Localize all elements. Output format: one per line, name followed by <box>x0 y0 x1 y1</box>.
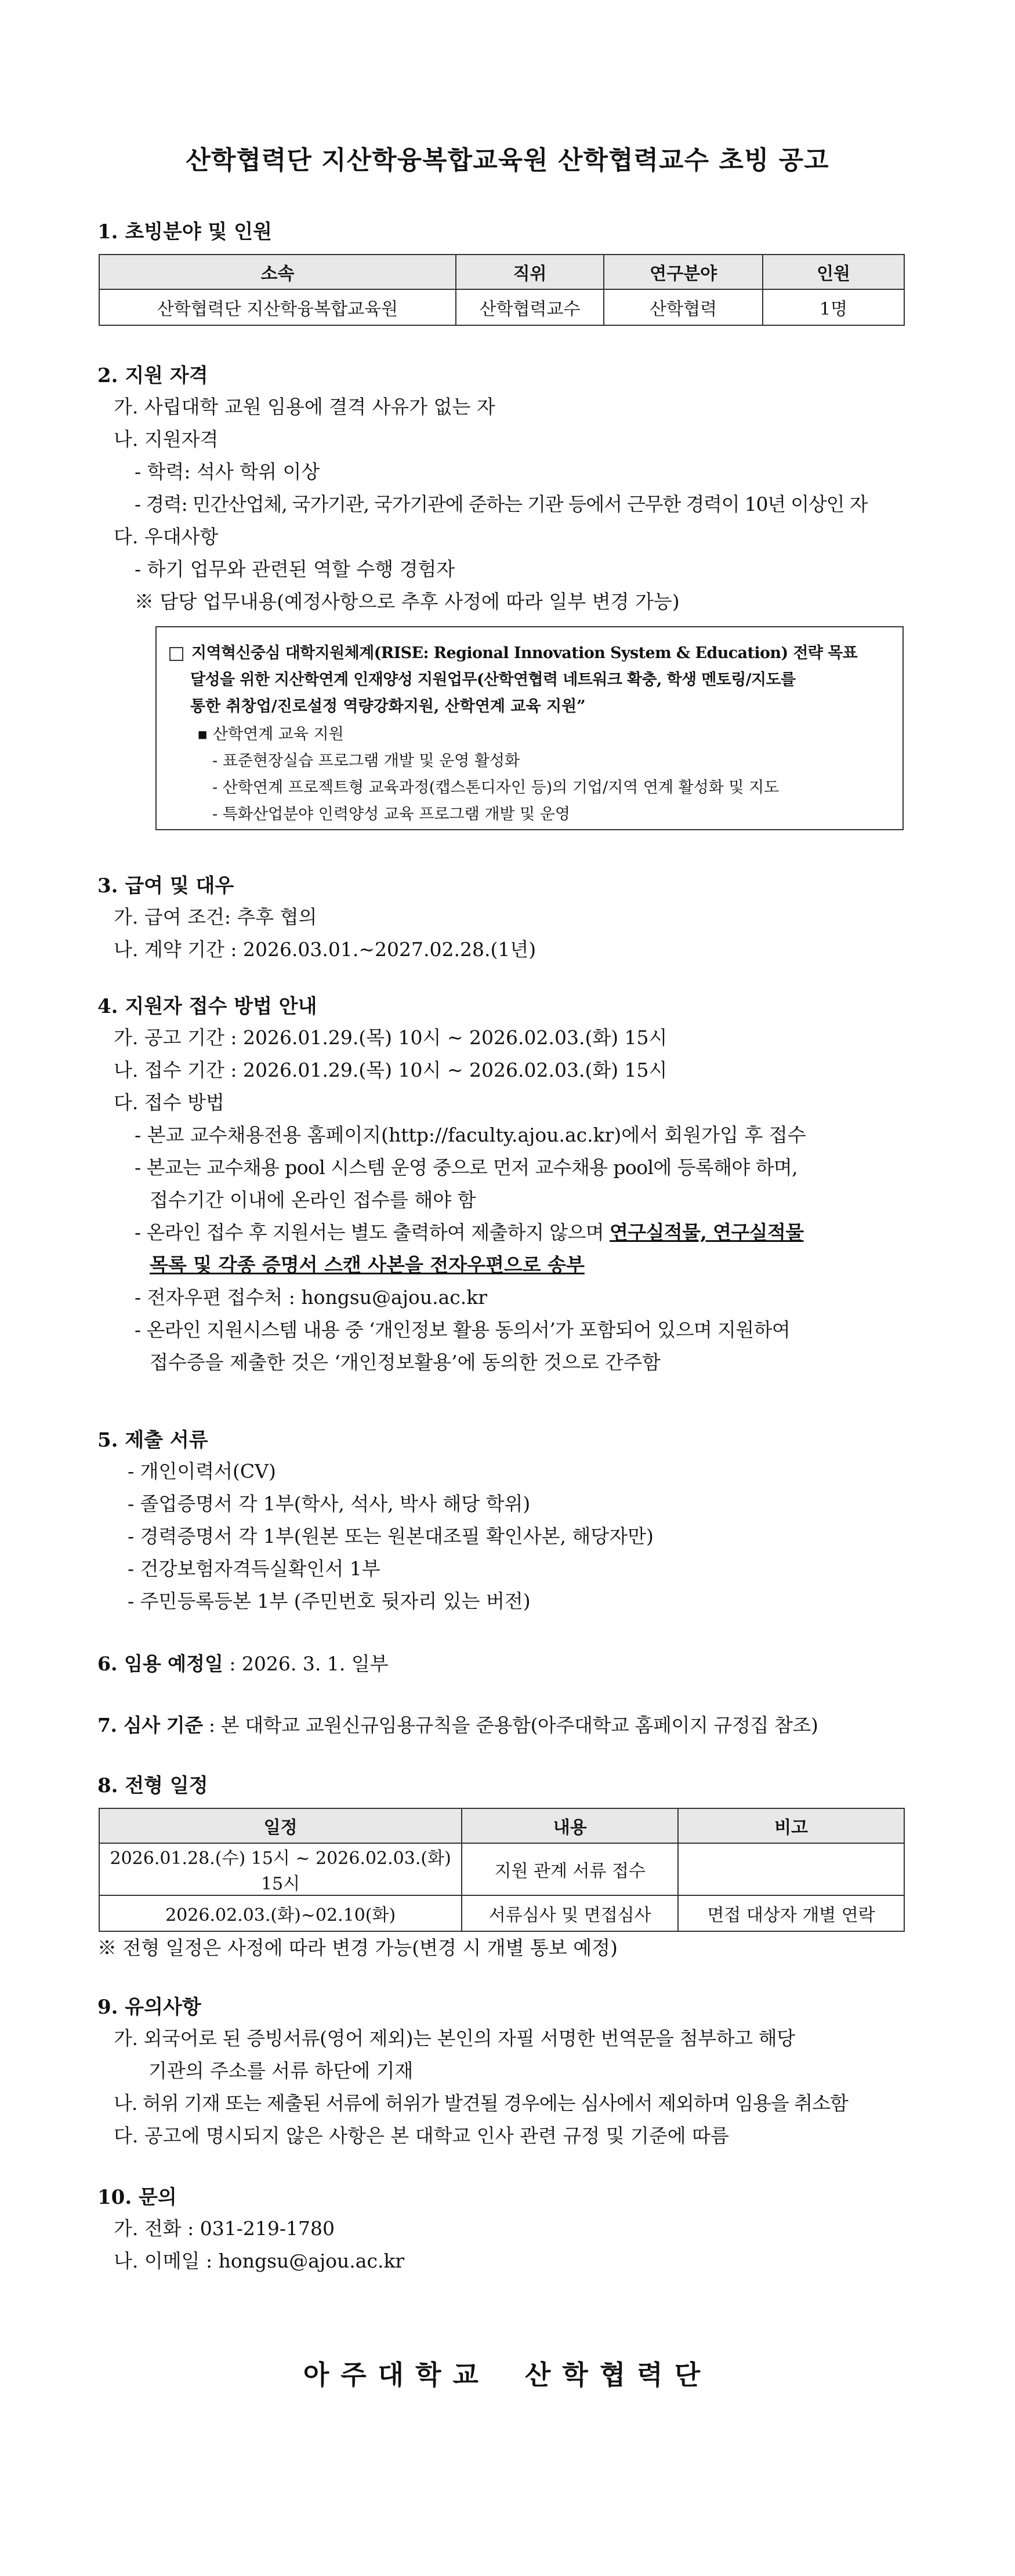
method-item: - 본교 교수채용전용 홈페이지(http://faculty.ajou.ac.kr)에서 회원가입 후 접수 <box>135 1124 806 1146</box>
section-4-heading: 4. 지원자 접수 방법 안내 <box>97 995 317 1018</box>
table-cell: 2026.02.03.(화)~02.10(화) <box>99 1895 462 1931</box>
method-item-cont <box>150 1250 585 1277</box>
qualification-career: - 경력: 민간산업체, 국가기관, 국가기관에 준하는 기관 등에서 근무한 경력이 10년 이상인 자 <box>135 493 868 515</box>
table-cell: 서류심사 및 면접심사 <box>462 1895 678 1931</box>
table-cell: 산학협력교수 <box>456 289 604 325</box>
section-8-heading: 8. 전형 일정 <box>97 1774 208 1797</box>
table-cell: 산학협력 <box>604 289 763 325</box>
appointment-date: 6. 임용 예정일 : 2026. 3. 1. 일부 <box>97 1652 389 1675</box>
table-row <box>99 289 904 325</box>
qualification-education: - 학력: 석사 학위 이상 <box>135 460 320 483</box>
table-cell: 면접 대상자 개별 연락 <box>678 1895 904 1931</box>
issuer-word: 산학협력단 <box>525 2359 712 2390</box>
table-row <box>99 1895 904 1931</box>
duty-note: ※ 담당 업무내용(예정사항으로 추후 사정에 따라 일부 변경 가능) <box>135 590 680 613</box>
caution-c: 다. 공고에 명시되지 않은 사항은 본 대학교 인사 관련 규정 및 기준에 따름 <box>114 2124 729 2147</box>
section-9-heading: 9. 유의사항 <box>97 1996 201 2019</box>
document-item: - 개인이력서(CV) <box>128 1460 276 1483</box>
duty-line-3: 통한 취창업/진로설정 역량강화지원, 산학연계 교육 지원” <box>190 697 586 715</box>
table-header: 일정 <box>99 1808 462 1843</box>
method-item: - 본교는 교수채용 pool 시스템 운영 중으로 먼저 교수채용 pool에 등록해야 하며, <box>135 1156 798 1179</box>
notice-period: 가. 공고 기간 : 2026.01.29.(목) 10시 ~ 2026.02.03.(화) 15시 <box>114 1026 668 1049</box>
table-header: 직위 <box>456 255 604 289</box>
contact-email: 나. 이메일 : hongsu@ajou.ac.kr <box>114 2250 405 2272</box>
table-header: 비고 <box>678 1808 904 1843</box>
salary-condition: 가. 급여 조건: 추후 협의 <box>114 906 317 928</box>
table-header: 인원 <box>763 255 904 289</box>
contact-phone: 가. 전화 : 031-219-1780 <box>114 2217 335 2240</box>
application-period: 나. 접수 기간 : 2026.01.29.(목) 10시 ~ 2026.02.03.(화) 15시 <box>114 1059 668 1081</box>
issuer-word: 아주대학교 <box>303 2359 490 2390</box>
duty-bullet: ▪ 산학연계 교육 지원 <box>197 725 344 743</box>
caution-a: 가. 외국어로 된 증빙서류(영어 제외)는 본인의 자필 서명한 번역문을 첨부하고 해당 <box>114 2027 795 2050</box>
contract-period: 나. 계약 기간 : 2026.03.01.~2027.02.28.(1년) <box>114 938 536 961</box>
recruitment-table <box>99 254 905 326</box>
duty-line-2: 달성을 위한 지산학연계 인재양성 지원업무(산학연협력 네트워크 확충, 학생 멘토링/지도를 <box>190 671 796 689</box>
table-header: 내용 <box>462 1808 678 1843</box>
method-item-cont: 접수증을 제출한 것은 ‘개인정보활용’에 동의한 것으로 간주함 <box>150 1351 661 1374</box>
document-item: - 건강보험자격득실확인서 1부 <box>128 1557 380 1580</box>
qualification-b: 나. 지원자격 <box>114 428 219 450</box>
document-item: - 졸업증명서 각 1부(학사, 석사, 박사 해당 학위) <box>128 1492 531 1515</box>
section-2-heading: 2. 지원 자격 <box>97 364 208 387</box>
emphasis-text: 목록 및 각종 증명서 스캔 사본을 전자우편으로 송부 <box>150 1254 585 1276</box>
method-item-cont: 접수기간 이내에 온라인 접수를 해야 함 <box>150 1189 476 1211</box>
caution-b: 나. 허위 기재 또는 제출된 서류에 허위가 발견될 경우에는 심사에서 제외하며 임용을 취소함 <box>114 2092 848 2114</box>
table-header: 소속 <box>99 255 456 289</box>
table-cell: 1명 <box>763 289 904 325</box>
method-item: - 온라인 지원시스템 내용 중 ‘개인정보 활용 동의서’가 포함되어 있으며 지원하여 <box>135 1318 791 1341</box>
document-item: - 경력증명서 각 1부(원본 또는 원본대조필 확인사본, 해당자만) <box>128 1525 654 1547</box>
duty-description-box <box>155 626 904 830</box>
duty-sub-item: - 산학연계 프로젝트형 교육과정(캡스톤디자인 등)의 기업/지역 연계 활성화 및 지도 <box>212 779 780 797</box>
duty-line-1: 지역혁신중심 대학지원체계(RISE: Regional Innovation System & Education) 전략 목표 <box>169 640 857 663</box>
application-method-heading: 다. 접수 방법 <box>114 1091 224 1114</box>
checkbox-icon <box>169 647 183 661</box>
section-5-heading: 5. 제출 서류 <box>97 1429 208 1452</box>
method-item: - 온라인 접수 후 지원서는 별도 출력하여 제출하지 않으며 연구실적물, 연구실적물 <box>135 1221 804 1244</box>
section-1-heading: 1. 초빙분야 및 인원 <box>97 220 272 244</box>
section-10-heading: 10. 문의 <box>97 2186 177 2209</box>
caution-a-cont: 기관의 주소를 서류 하단에 기재 <box>148 2059 414 2082</box>
section-3-heading: 3. 급여 및 대우 <box>97 874 234 898</box>
schedule-note: ※ 전형 일정은 사정에 따라 변경 가능(변경 시 개별 통보 예정) <box>97 1936 618 1959</box>
preference-heading: 다. 우대사항 <box>114 525 219 548</box>
schedule-table <box>99 1808 905 1932</box>
issuer-signature <box>0 2354 1015 2392</box>
duty-sub-item: - 표준현장실습 프로그램 개발 및 운영 활성화 <box>212 752 520 770</box>
table-cell: 산학협력단 지산학융복합교육원 <box>99 289 456 325</box>
table-cell: 2026.01.28.(수) 15시 ~ 2026.02.03.(화) 15시 <box>99 1843 462 1895</box>
table-cell: 지원 관계 서류 접수 <box>462 1843 678 1895</box>
screening-criteria: 7. 심사 기준 : 본 대학교 교원신규임용규칙을 준용함(아주대학교 홈페이지 규정집 참조) <box>97 1714 818 1736</box>
qualification-a: 가. 사립대학 교원 임용에 결격 사유가 없는 자 <box>114 395 495 418</box>
table-row <box>99 1843 904 1895</box>
emphasis-text: 연구실적물, 연구실적물 <box>609 1221 804 1244</box>
method-item: - 전자우편 접수처 : hongsu@ajou.ac.kr <box>135 1286 487 1309</box>
table-cell <box>678 1843 904 1895</box>
page-title: 산학협력단 지산학융복합교육원 산학협력교수 초빙 공고 <box>186 146 829 175</box>
duty-sub-item: - 특화산업분야 인력양성 교육 프로그램 개발 및 운영 <box>212 805 570 823</box>
table-header: 연구분야 <box>604 255 763 289</box>
preference-item: - 하기 업무와 관련된 역할 수행 경험자 <box>135 558 455 580</box>
document-item: - 주민등록등본 1부 (주민번호 뒷자리 있는 버전) <box>128 1590 531 1612</box>
